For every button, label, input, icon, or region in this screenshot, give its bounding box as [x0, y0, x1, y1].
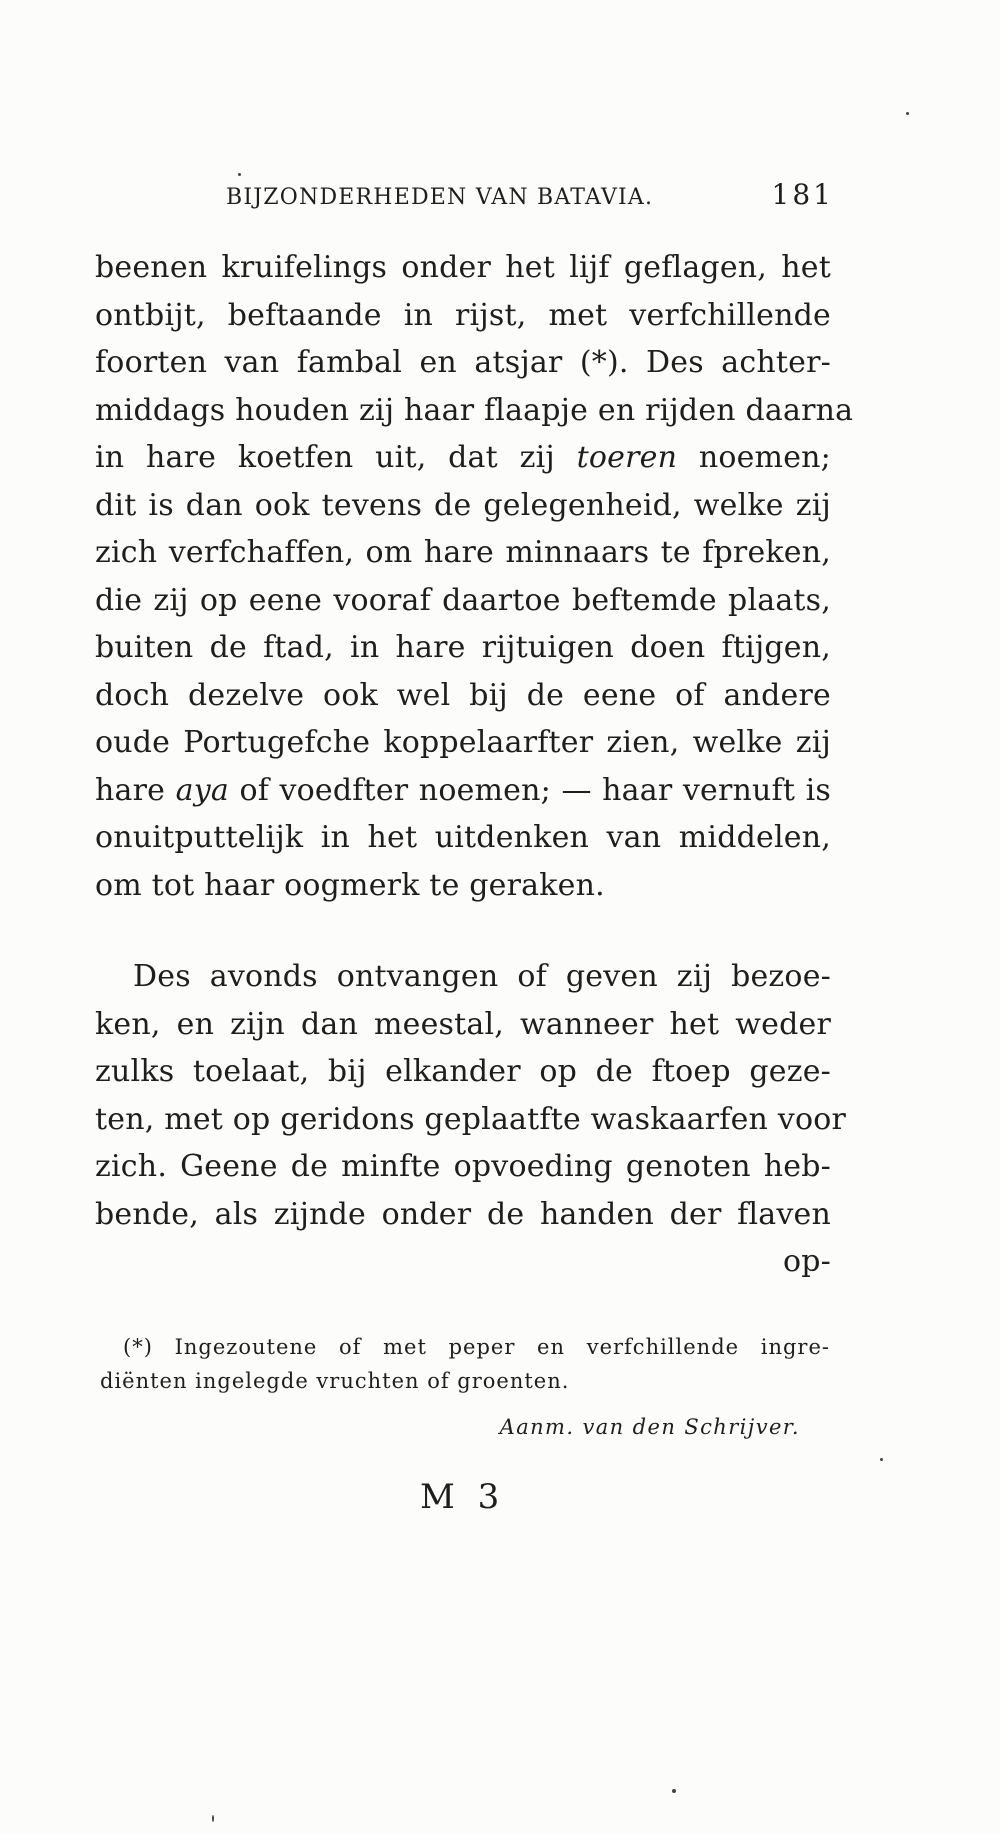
- ink-speck: [906, 112, 909, 115]
- paragraph-1: [95, 244, 854, 909]
- paragraph-2: [95, 953, 847, 1286]
- footnote-line: (*) Ingezoutene of met peper en verfchillende ingre-: [123, 1335, 830, 1359]
- running-head: [226, 178, 834, 211]
- text-segment: of voedfter noemen; — haar vernuft is: [239, 772, 831, 808]
- ink-speck: [672, 1789, 676, 1793]
- text-line: zulks toelaat, bij elkander op de ftoep geze-: [95, 1054, 831, 1089]
- footnote-line: diënten ingelegde vruchten of groenten.: [100, 1369, 570, 1393]
- text-segment: hare: [95, 772, 166, 808]
- text-line: onuitputtelijk in het uitdenken van middelen,: [95, 820, 831, 855]
- italic-term-aya: aya: [175, 772, 229, 808]
- text-line-with-italic: [95, 767, 831, 815]
- text-line: zich. Geene de minfte opvoeding genoten heb-: [95, 1149, 831, 1184]
- text-line: middags houden zij haar flaapje en rijden daarna: [95, 392, 854, 428]
- footnote: [100, 1330, 830, 1398]
- text-line: zich verfchaffen, om hare minnaars te fpreken,: [95, 535, 831, 570]
- page-number: 181: [771, 178, 834, 211]
- text-line: om tot haar oogmerk te geraken.: [95, 867, 605, 903]
- signature-mark: M 3: [420, 1477, 506, 1517]
- text-line: foorten van fambal en atsjar (*). Des achter-: [95, 345, 831, 380]
- running-head-title: BIJZONDERHEDEN VAN BATAVIA.: [226, 185, 654, 210]
- text-line: die zij op eene vooraf daartoe beftemde plaats,: [95, 582, 831, 618]
- text-line: oude Portugefche koppelaarfter zien, welke zij: [95, 725, 831, 760]
- text-line-with-italic: [95, 434, 831, 482]
- text-segment: noemen;: [698, 440, 831, 475]
- text-line: beenen kruifelings onder het lijf geflagen, het: [95, 250, 831, 285]
- text-line: Des avonds ontvangen of geven zij bezoe-: [133, 959, 831, 994]
- text-line: dit is dan ook tevens de gelegenheid, welke zij: [95, 487, 831, 523]
- text-line: ken, en zijn dan meestal, wanneer het weder: [95, 1006, 831, 1042]
- footnote-attribution: Aanm. van den Schrijver.: [499, 1415, 800, 1439]
- text-line: bende, als zijnde onder de handen der flaven: [95, 1196, 831, 1232]
- text-line: doch dezelve ook wel bij de eene of andere: [95, 677, 831, 713]
- text-segment: in hare koetfen uit, dat zij: [95, 440, 555, 475]
- text-line: buiten de ftad, in hare rijtuigen doen ftijgen,: [95, 630, 831, 665]
- ink-speck: [238, 173, 241, 176]
- ink-speck: [880, 1458, 883, 1461]
- ink-speck: [212, 1815, 214, 1822]
- text-line: ten, met op geridons geplaatfte waskaarfen voor: [95, 1101, 847, 1137]
- catchword: op-: [782, 1244, 831, 1279]
- italic-term-toeren: toeren: [576, 440, 678, 475]
- text-line: ontbijt, beftaande in rijst, met verfchillende: [95, 297, 831, 333]
